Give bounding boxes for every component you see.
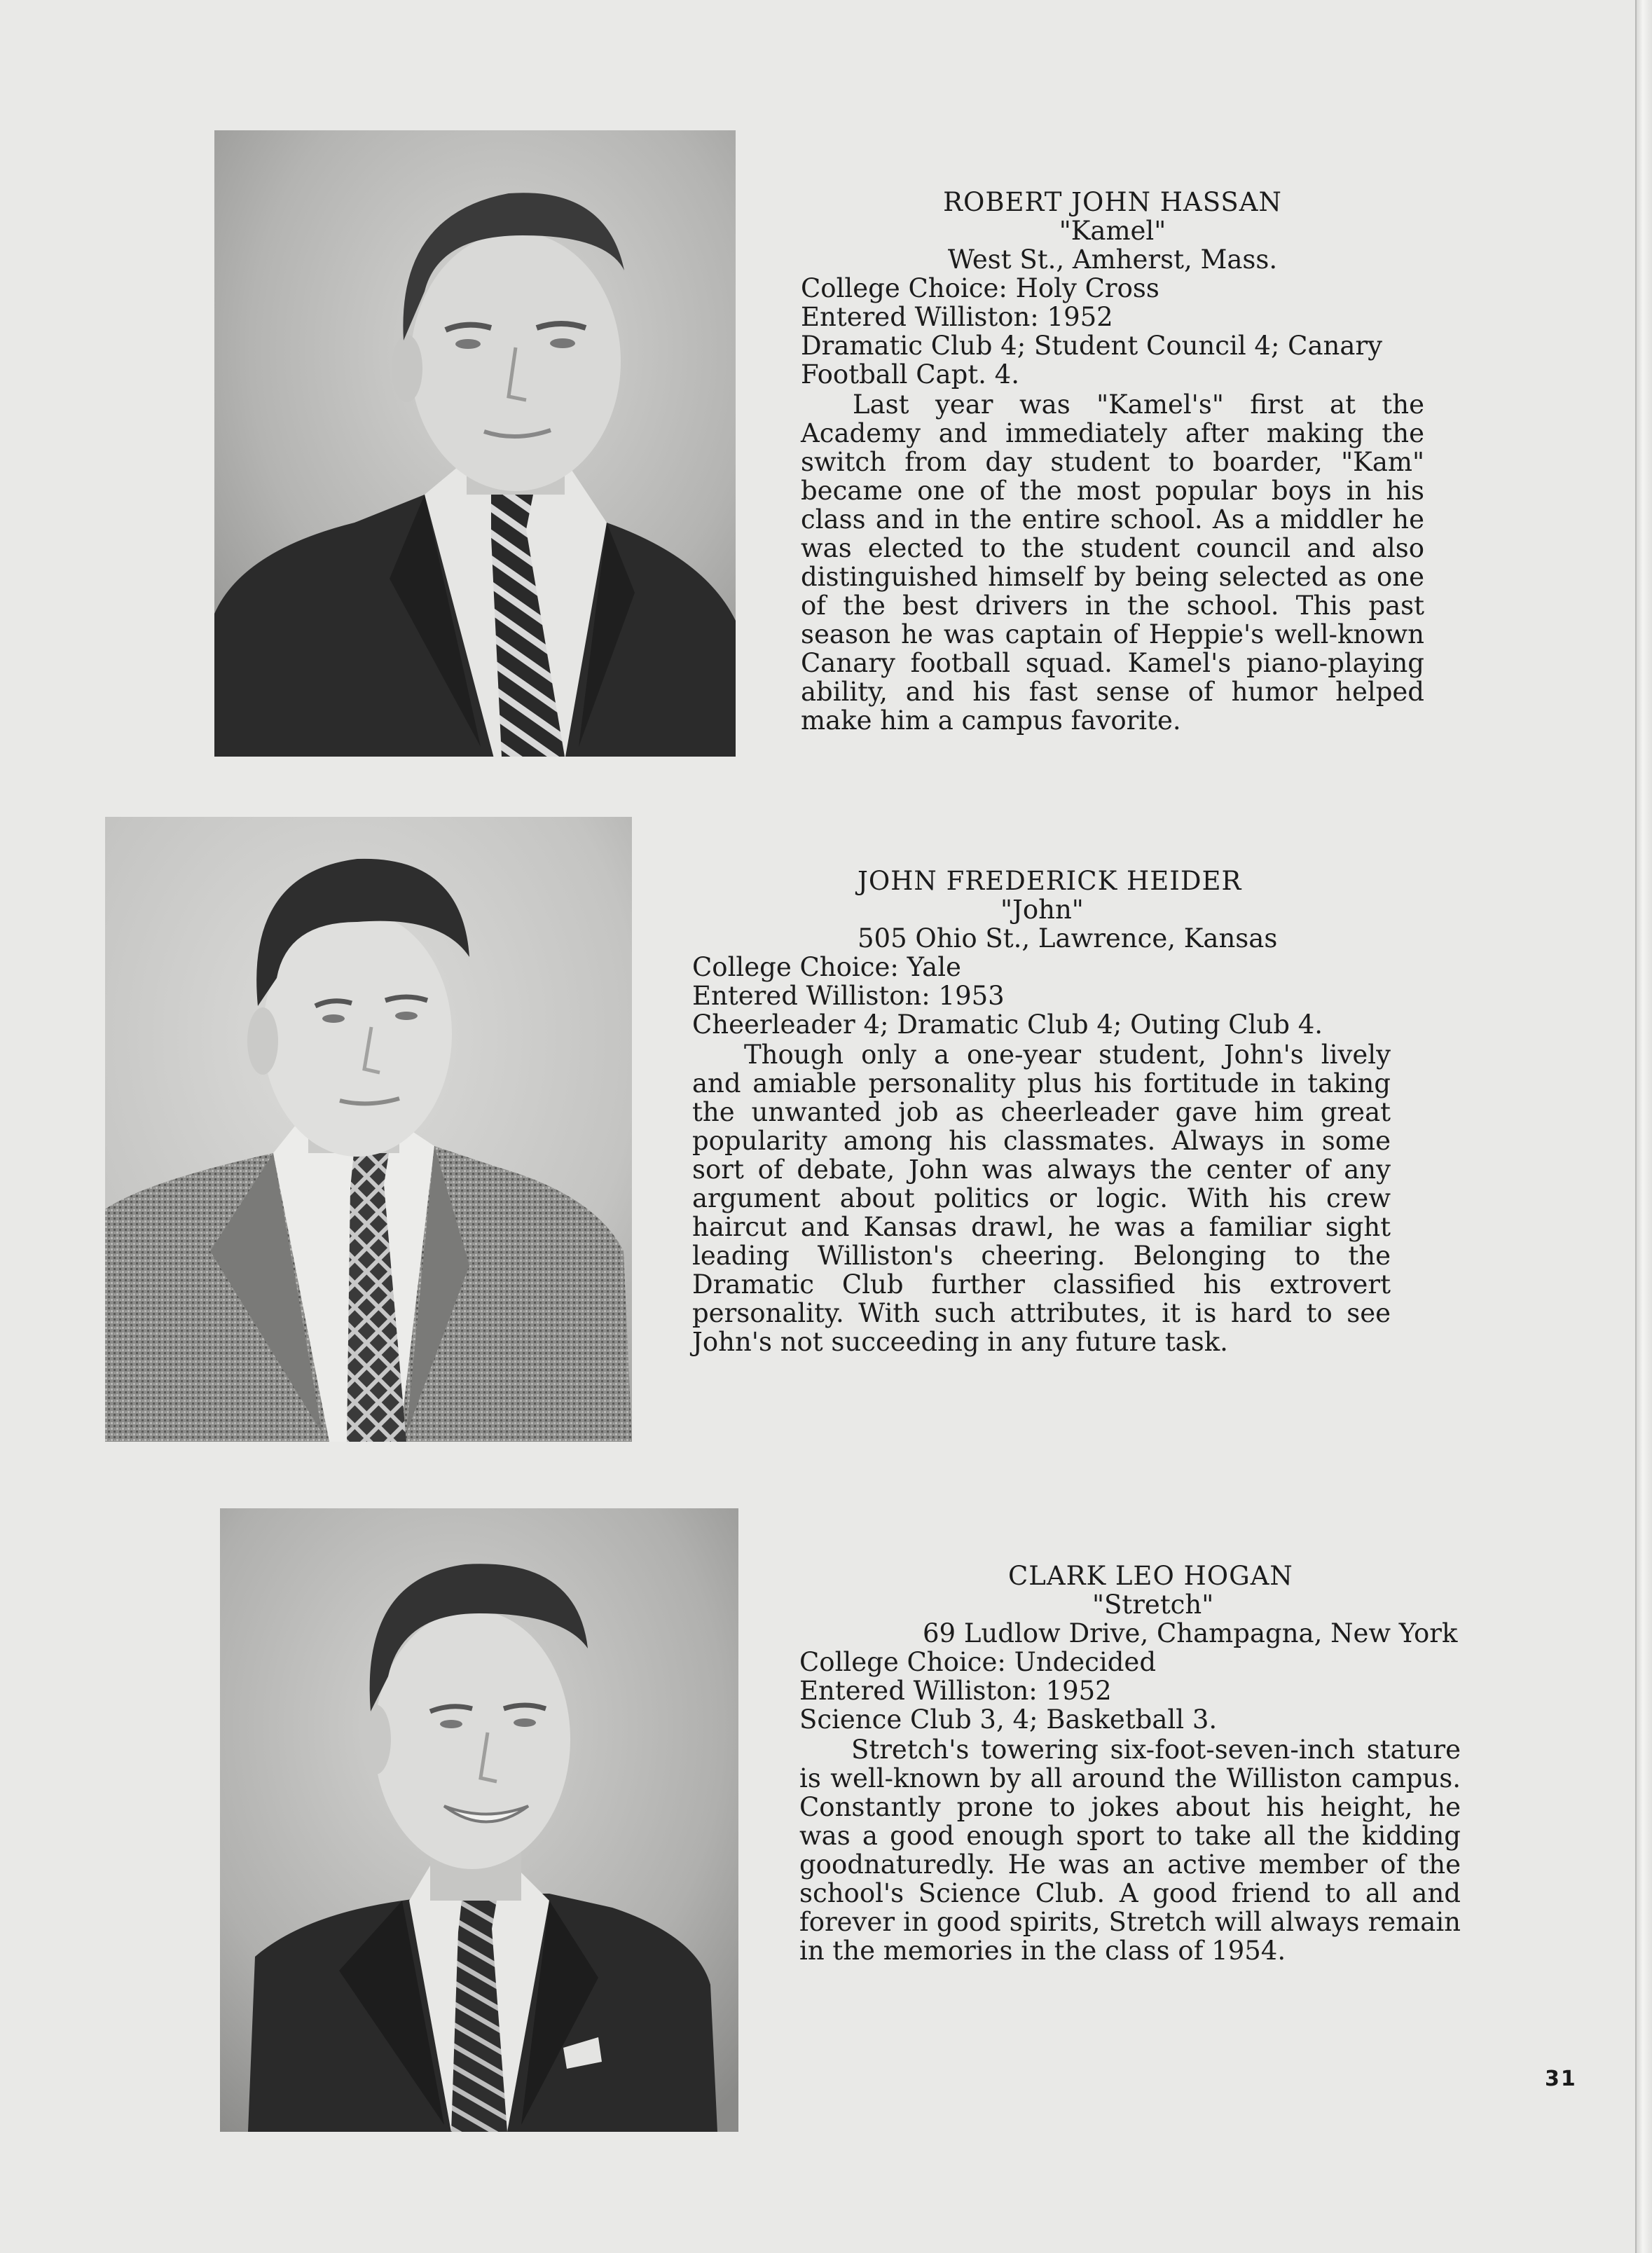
student-name: JOHN FREDERICK HEIDER	[858, 866, 1242, 896]
student-name: ROBERT JOHN HASSAN	[943, 187, 1282, 217]
biography: Last year was "Kamel's" first at the Academy and immediately after making the switch from day student to boarder, "Kam" became one of the most popular boys in his class and in the entire school. As a middler he was elected to the student council and also distinguished himself by being selected as one of the best drivers in the school. This past season he was captain of Heppie's well-known Canary football squad. Kamel's piano-playing ability, and his fast sense of humor helped make him a campus favorite.	[801, 390, 1424, 736]
portrait-heider-svg	[105, 817, 632, 1442]
portrait-photo-hassan	[214, 130, 736, 757]
portrait-hassan-svg	[214, 130, 736, 757]
student-nickname: "Stretch"	[1092, 1590, 1214, 1620]
activities: Cheerleader 4; Dramatic Club 4; Outing Club 4.	[692, 1010, 1323, 1040]
student-address: West St., Amherst, Mass.	[947, 244, 1278, 275]
student-address: 505 Ohio St., Lawrence, Kansas	[858, 923, 1278, 953]
activities: Dramatic Club 4; Student Council 4; Canary Football Capt. 4.	[801, 331, 1383, 390]
college-choice: College Choice: Yale	[692, 952, 961, 982]
college-choice: College Choice: Undecided	[799, 1647, 1157, 1677]
activities: Science Club 3, 4; Basketball 3.	[799, 1704, 1218, 1735]
portrait-photo-hogan	[220, 1508, 738, 2132]
page-number: 31	[1545, 2067, 1577, 2091]
entered-year: Entered Williston: 1952	[799, 1676, 1112, 1706]
student-nickname: "Kamel"	[1059, 216, 1166, 246]
portrait-hogan-svg	[220, 1508, 738, 2132]
entered-year: Entered Williston: 1953	[692, 981, 1005, 1011]
student-address: 69 Ludlow Drive, Champagna, New York	[923, 1618, 1458, 1648]
entered-year: Entered Williston: 1952	[801, 302, 1113, 332]
entry-heider	[692, 867, 1391, 1356]
student-name: CLARK LEO HOGAN	[1008, 1561, 1293, 1591]
page-edge	[1637, 0, 1652, 2253]
student-nickname: "John"	[1000, 895, 1084, 925]
entry-hogan	[799, 1562, 1461, 1965]
biography: Stretch's towering six-foot-seven-inch stature is well-known by all around the Williston campus. Constantly prone to jokes about his height, he was a good enough sport to take all the kidding goodnaturedly. He was an active member of the school's Science Club. A good friend to all and forever in good spirits, Stretch will always remain in the memories in the class of 1954.	[799, 1735, 1461, 1966]
portrait-photo-heider	[105, 817, 632, 1442]
biography: Though only a one-year student, John's lively and amiable personality plus his fortitude in taking the unwanted job as cheerleader gave him great popularity among his classmates. Always in some sort of debate, John was always the center of any argument about politics or logic. With his crew haircut and Kansas drawl, he was a familiar sight leading Williston's cheering. Belonging to the Dramatic Club further classified his extrovert personality. With such attributes, it is hard to see John's not succeeding in any future task.	[692, 1040, 1391, 1357]
entry-hassan	[801, 188, 1424, 735]
college-choice: College Choice: Holy Cross	[801, 273, 1159, 303]
